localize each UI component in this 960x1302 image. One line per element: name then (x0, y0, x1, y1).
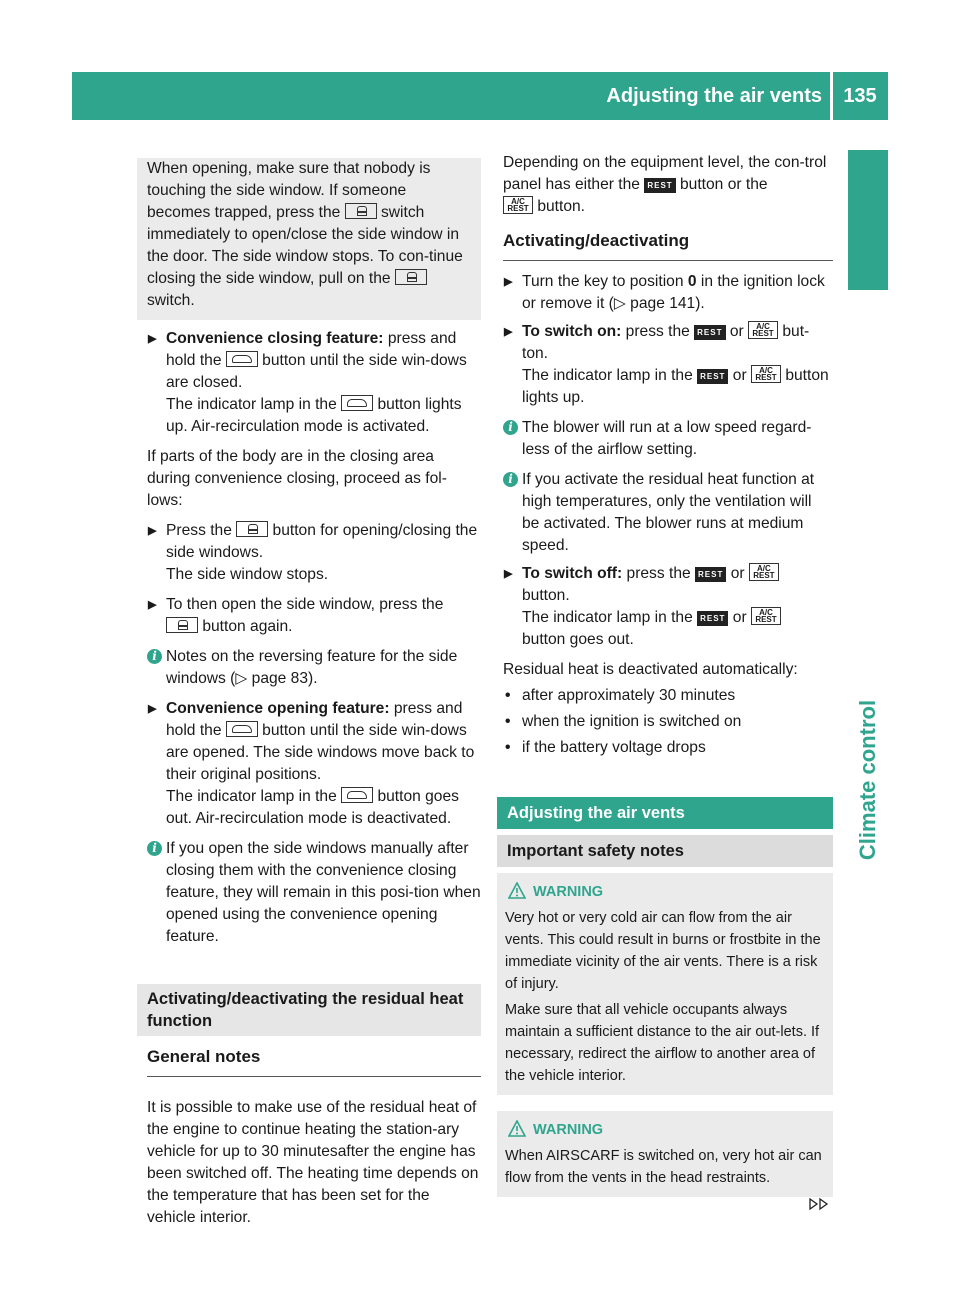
step-switch-off: ▶ To switch off: press the REST or A/C REST button. The indicator lamp in the REST or A/C REST button goes out. (503, 563, 833, 651)
info-icon: i (503, 472, 518, 487)
warning-title: WARNING (505, 1119, 825, 1141)
side-tab-block (848, 150, 888, 290)
bullet-item: • if the battery voltage drops (503, 737, 833, 759)
continue-arrows-icon (808, 1196, 832, 1212)
info-high-temperatures: i If you activate the residual heat function at high temperatures, only the ventilation will be activated. The blower runs at medium speed. (503, 469, 833, 557)
side-tab (853, 660, 883, 900)
info-icon: i (147, 841, 162, 856)
subheading-general-notes: General notes (147, 1044, 481, 1077)
rest-button-icon: REST (644, 178, 675, 193)
step-convenience-closing: ▶ Convenience closing feature: press and hold the button until the side win-dows are closed. The indicator lamp in the button lights up. Air-recirculation mode is activated. (147, 328, 481, 438)
info-reversing-feature: i Notes on the reversing feature for the side windows (▷ page 83). (147, 646, 481, 690)
warning-text: Very hot or very cold air can flow from the air vents. This could result in burns or frostbite in the immediate vicinity of the air vents. There is a risk of injury. (505, 910, 821, 992)
page-number: 135 (843, 85, 877, 107)
warning-text: When AIRSCARF is switched on, very hot air can flow from the vents in the head restraints. (505, 1148, 822, 1186)
warning-triangle-icon (508, 882, 526, 900)
recirculation-button-icon (226, 351, 258, 367)
paragraph-residual-heat: It is possible to make use of the residual heat of the engine to continue heating the station-ary vehicle for up to 30 minutesafter the engine has been switched off. The heating time depends on the temperature that has been set for the vehicle interior. (147, 1099, 479, 1226)
paragraph-closing-area: If parts of the body are in the closing area during convenience closing, proceed as fol-lows: (147, 448, 447, 509)
right-column (503, 152, 833, 1197)
info-blower-low-speed: i The blower will run at a low speed regard-less of the airflow setting. (503, 417, 833, 461)
step-turn-key: ▶ Turn the key to position 0 in the ignition lock or remove it (▷ page 141). (503, 271, 833, 315)
rest-button-icon: REST (697, 369, 728, 384)
subheading-activating: Activating/deactivating (503, 228, 833, 261)
section-heading-air-vents: Adjusting the air vents (497, 797, 833, 829)
step-convenience-opening: ▶ Convenience opening feature: press and hold the button until the side win-dows are opened. The side windows move back to their original positions. The indicator lamp in the button goes out. Air-recirculation mode is deactivated. (147, 698, 481, 830)
warning-box-airscarf (497, 1111, 833, 1197)
warning-note-box (137, 158, 481, 320)
paragraph-deactivated-automatically: Residual heat is deactivated automatically: (503, 661, 798, 678)
warning-text: Make sure that all vehicle occupants always maintain a sufficient distance to the air out-lets. If necessary, redirect the airflow to another area of the vehicle interior. (505, 1002, 820, 1084)
section-heading-safety-notes: Important safety notes (497, 835, 833, 867)
step-press-window-switch: ▶ Press the button for opening/closing the side windows. The side window stops. (147, 520, 481, 586)
window-switch-icon (236, 521, 268, 537)
ac-rest-button-icon: A/C REST (751, 607, 781, 625)
window-switch-icon (345, 203, 377, 219)
warning-title: WARNING (505, 881, 825, 903)
info-icon: i (147, 649, 162, 664)
recirculation-button-icon (341, 395, 373, 411)
rest-button-icon: REST (697, 611, 728, 626)
warning-triangle-icon (508, 1120, 526, 1138)
window-switch-icon (395, 269, 427, 285)
step-switch-on: ▶ To switch on: press the REST or A/C REST but-ton. The indicator lamp in the REST or A/C REST button lights up. (503, 321, 833, 409)
recirculation-button-icon (226, 721, 258, 737)
bullet-item: • when the ignition is switched on (503, 711, 833, 733)
ac-rest-button-icon: A/C REST (748, 321, 778, 339)
ac-rest-button-icon: A/C REST (751, 365, 781, 383)
left-column (147, 158, 481, 1229)
header-separator (830, 72, 833, 120)
step-open-window: ▶ To then open the side window, press the button again. (147, 594, 481, 638)
warning-note-text: When opening, make sure that nobody is touching the side window. If someone becomes trapped, press the switch immediately to open/close the side window in the door. The side window stops. To con-tinue closing the side window, pull on the switch. (147, 160, 463, 309)
side-tab-label: Climate control (855, 699, 880, 861)
bullet-item: • after approximately 30 minutes (503, 685, 833, 707)
ac-rest-button-icon: A/C REST (503, 196, 533, 214)
ac-rest-button-icon: A/C REST (749, 563, 779, 581)
window-switch-icon (166, 617, 198, 633)
info-manual-windows: i If you open the side windows manually after closing them with the convenience closing feature, they will remain in this posi-tion when opened using the convenience opening feature. (147, 838, 481, 948)
info-icon: i (503, 420, 518, 435)
rest-button-icon: REST (694, 325, 725, 340)
recirculation-button-icon (341, 787, 373, 803)
section-heading-residual-heat: Activating/deactivating the residual heat function (137, 984, 481, 1036)
paragraph-control-panel: Depending on the equipment level, the con-trol panel has either the REST button or the A/C REST button. (503, 154, 827, 215)
rest-button-icon: REST (695, 567, 726, 582)
chapter-title: Adjusting the air vents (606, 85, 822, 107)
warning-box-air-temperature (497, 873, 833, 1095)
